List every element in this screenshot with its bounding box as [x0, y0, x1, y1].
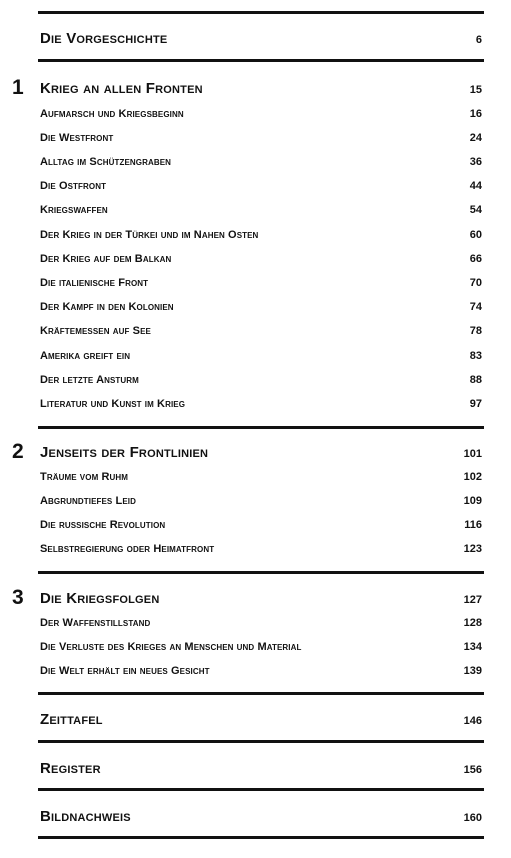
- toc-subentry[interactable]: [40, 350, 482, 362]
- page-number: 88: [469, 374, 482, 386]
- page-number: 109: [463, 495, 482, 507]
- toc-entry-chapter-1[interactable]: [40, 80, 482, 97]
- toc-subentry[interactable]: [40, 277, 482, 289]
- section-divider: [38, 426, 484, 429]
- page-number: 146: [463, 715, 482, 727]
- subsection-title: Die italienische Front: [40, 277, 149, 289]
- subsection-title: Der letzte Ansturm: [40, 374, 139, 386]
- toc-subentry[interactable]: [40, 519, 482, 531]
- page-number: 116: [464, 519, 482, 531]
- subsection-title: Alltag im Schützengraben: [40, 156, 172, 168]
- page-number: 6: [475, 34, 482, 46]
- toc-subentry[interactable]: [40, 325, 482, 337]
- toc-subentry[interactable]: [40, 204, 482, 216]
- page-number: 74: [469, 301, 482, 313]
- toc-subentry[interactable]: [40, 471, 482, 483]
- toc-subentry[interactable]: [40, 543, 482, 555]
- section-title: Die Vorgeschichte: [40, 30, 168, 47]
- section-divider: [38, 11, 484, 14]
- page-number: 60: [469, 229, 482, 241]
- subsection-title: Die Ostfront: [40, 180, 107, 192]
- page-number: 160: [463, 812, 482, 824]
- page-number: 15: [469, 84, 482, 96]
- toc-subentry[interactable]: [40, 665, 482, 677]
- page-number: 123: [463, 543, 482, 555]
- section-divider: [38, 59, 484, 62]
- toc-entry-register[interactable]: [40, 760, 482, 777]
- toc-subentry[interactable]: [40, 180, 482, 192]
- section-divider: [38, 836, 484, 839]
- section-divider: [38, 571, 484, 574]
- page-number: 44: [469, 180, 482, 192]
- page-number: 36: [469, 156, 482, 168]
- toc-subentry[interactable]: [40, 495, 482, 507]
- page-number: 70: [469, 277, 482, 289]
- section-divider: [38, 740, 484, 743]
- subsection-title: Der Kampf in den Kolonien: [40, 301, 174, 313]
- toc-subentry[interactable]: [40, 229, 482, 241]
- toc-entry-bildnachweis[interactable]: [40, 808, 482, 825]
- page-number: 78: [469, 325, 482, 337]
- page-number: 97: [469, 398, 482, 410]
- chapter-title: Jenseits der Frontlinien: [40, 444, 209, 461]
- toc-entry-chapter-3[interactable]: [40, 590, 482, 607]
- subsection-title: Literatur und Kunst im Krieg: [40, 398, 186, 410]
- section-title: Bildnachweis: [40, 808, 131, 825]
- subsection-title: Der Waffenstillstand: [40, 617, 151, 629]
- page-number: 102: [463, 471, 482, 483]
- subsection-title: Der Krieg in der Türkei und im Nahen Osten: [40, 229, 259, 241]
- subsection-title: Selbstregierung oder Heimatfront: [40, 543, 215, 555]
- toc-subentry[interactable]: [40, 108, 482, 120]
- subsection-title: Die Verluste des Krieges an Menschen und Material: [40, 641, 302, 653]
- toc-subentry[interactable]: [40, 156, 482, 168]
- toc-entry-zeittafel[interactable]: [40, 711, 482, 728]
- page-number: 156: [463, 764, 482, 776]
- chapter-number: 2: [12, 440, 24, 463]
- subsection-title: Abgrundtiefes Leid: [40, 495, 136, 507]
- subsection-title: Träume vom Ruhm: [40, 471, 129, 483]
- chapter-number: 3: [12, 586, 24, 609]
- section-title: Zeittafel: [40, 711, 103, 728]
- toc-subentry[interactable]: [40, 253, 482, 265]
- chapter-title: Krieg an allen Fronten: [40, 80, 203, 97]
- toc-subentry[interactable]: [40, 617, 482, 629]
- subsection-title: Kräftemessen auf See: [40, 325, 151, 337]
- subsection-title: Die russische Revolution: [40, 519, 166, 531]
- page-number: 16: [469, 108, 482, 120]
- subsection-title: Der Krieg auf dem Balkan: [40, 253, 172, 265]
- page-number: 24: [469, 132, 482, 144]
- subsection-title: Die Welt erhält ein neues Gesicht: [40, 665, 210, 677]
- toc-entry-chapter-2[interactable]: [40, 444, 482, 461]
- subsection-title: Kriegswaffen: [40, 204, 108, 216]
- section-divider: [38, 692, 484, 695]
- page-number: 66: [469, 253, 482, 265]
- page-number: 134: [463, 641, 482, 653]
- section-divider: [38, 788, 484, 791]
- chapter-number: 1: [12, 76, 24, 99]
- toc-subentry[interactable]: [40, 641, 482, 653]
- chapter-title: Die Kriegsfolgen: [40, 590, 160, 607]
- toc-subentry[interactable]: [40, 301, 482, 313]
- page-number: 139: [463, 665, 482, 677]
- subsection-title: Amerika greift ein: [40, 350, 131, 362]
- subsection-title: Aufmarsch und Kriegsbeginn: [40, 108, 184, 120]
- toc-subentry[interactable]: [40, 398, 482, 410]
- page-number: 83: [469, 350, 482, 362]
- toc-subentry[interactable]: [40, 374, 482, 386]
- subsection-title: Die Westfront: [40, 132, 114, 144]
- page-number: 127: [463, 594, 482, 606]
- section-title: Register: [40, 760, 101, 777]
- page-number: 101: [463, 448, 482, 460]
- page-number: 54: [469, 204, 482, 216]
- toc-subentry[interactable]: [40, 132, 482, 144]
- page-number: 128: [463, 617, 482, 629]
- toc-entry-vorgeschichte[interactable]: [40, 30, 482, 47]
